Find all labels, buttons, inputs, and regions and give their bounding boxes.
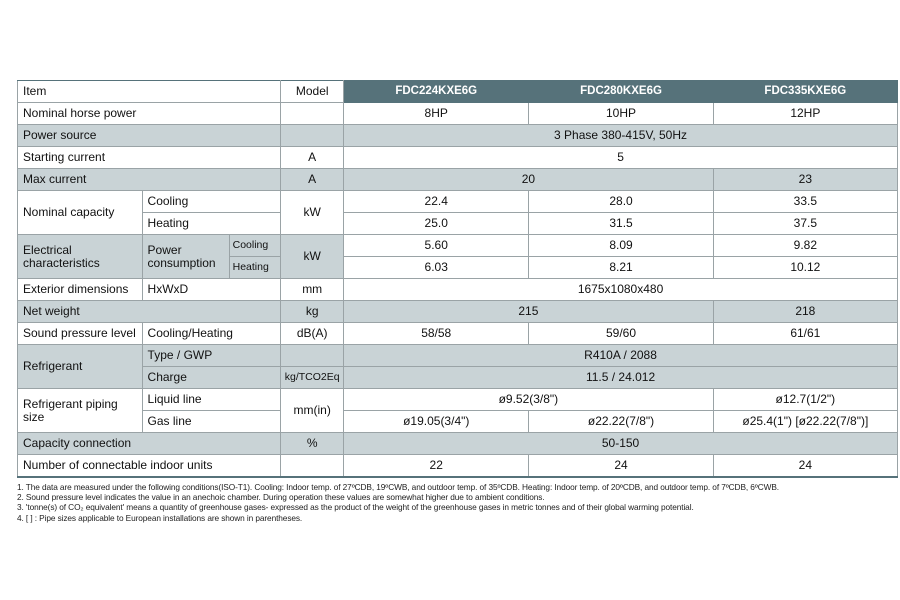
footnote: 1. The data are measured under the following conditions(ISO-T1). Cooling: Indoor temp. of 27ºCDB, 19ºCWB, and outdoor temp. of 35ºCDB. Heating: Indoor temp. of 20ºCDB, and outdoor temp. of 7ºCDB, 6ºCWB. <box>17 482 780 492</box>
row-sound-pressure <box>18 323 898 345</box>
value-cell: 23 <box>713 169 897 191</box>
sublabel-cooling: Cooling <box>142 191 281 213</box>
unit-refrigerant-charge: kg/TCO2Eq <box>281 367 344 389</box>
row-exterior-dimensions <box>18 279 898 301</box>
value-cell: ø19.05(3/4") <box>344 411 529 433</box>
spec-table <box>17 80 898 478</box>
row-connectable-units <box>18 455 898 478</box>
value-cell: 31.5 <box>529 213 713 235</box>
value-cell: 61/61 <box>713 323 897 345</box>
unit-net-weight: kg <box>281 301 344 323</box>
row-refrigerant-type <box>18 345 898 367</box>
unit-max-current: A <box>281 169 344 191</box>
unit-starting-current: A <box>281 147 344 169</box>
unit-connectable <box>281 455 344 478</box>
sublabel-liquid-line: Liquid line <box>142 389 281 411</box>
unit-electrical: kW <box>281 235 344 279</box>
value-cell: 5.60 <box>344 235 529 257</box>
row-refrigerant-charge <box>18 367 898 389</box>
unit-sound: dB(A) <box>281 323 344 345</box>
unit-capacity-connection: % <box>281 433 344 455</box>
unit-refrigerant-type <box>281 345 344 367</box>
value-cell: 59/60 <box>529 323 713 345</box>
value-cell: 58/58 <box>344 323 529 345</box>
row-capacity-connection <box>18 433 898 455</box>
sublabel-cooling-heating: Cooling/Heating <box>142 323 281 345</box>
row-nominal-capacity-heating <box>18 213 898 235</box>
value-cell: ø25.4(1") [ø22.22(7/8")] <box>713 411 897 433</box>
model-col-3: FDC335KXE6G <box>713 81 897 103</box>
sublabel-hxwxd: HxWxD <box>142 279 281 301</box>
label-max-current: Max current <box>18 169 281 191</box>
label-power-source: Power source <box>18 125 281 147</box>
label-electrical: Electrical characteristics <box>18 235 143 279</box>
value-cell: 33.5 <box>713 191 897 213</box>
label-capacity-connection: Capacity connection <box>18 433 281 455</box>
row-piping-gas <box>18 411 898 433</box>
value-cell: ø9.52(3/8") <box>344 389 714 411</box>
row-electrical-cooling <box>18 235 898 257</box>
value-cell: 25.0 <box>344 213 529 235</box>
value-cell: ø22.22(7/8") <box>529 411 713 433</box>
unit-nominal-hp <box>281 103 344 125</box>
label-piping: Refrigerant piping size <box>18 389 143 433</box>
value-cell: 8HP <box>344 103 529 125</box>
value-cell: 5 <box>344 147 898 169</box>
unit-power-source <box>281 125 344 147</box>
value-cell: 10.12 <box>713 257 897 279</box>
value-cell: 1675x1080x480 <box>344 279 898 301</box>
value-cell: 8.09 <box>529 235 713 257</box>
sublabel-gas-line: Gas line <box>142 411 281 433</box>
value-cell: 22.4 <box>344 191 529 213</box>
footnotes <box>17 482 887 523</box>
value-cell: R410A / 2088 <box>344 345 898 367</box>
value-cell: 10HP <box>529 103 713 125</box>
label-nominal-hp: Nominal horse power <box>18 103 281 125</box>
value-cell: 37.5 <box>713 213 897 235</box>
row-nominal-hp <box>18 103 898 125</box>
value-cell: 215 <box>344 301 714 323</box>
row-nominal-capacity-cooling <box>18 191 898 213</box>
model-col-1: FDC224KXE6G <box>344 81 529 103</box>
value-cell: ø12.7(1/2") <box>713 389 897 411</box>
row-net-weight <box>18 301 898 323</box>
sublabel-type-gwp: Type / GWP <box>142 345 281 367</box>
unit-exterior: mm <box>281 279 344 301</box>
label-exterior-dimensions: Exterior dimensions <box>18 279 143 301</box>
value-cell: 50-150 <box>344 433 898 455</box>
sublabel-heating: Heating <box>229 257 281 279</box>
header-row <box>18 81 898 103</box>
value-cell: 28.0 <box>529 191 713 213</box>
value-cell: 6.03 <box>344 257 529 279</box>
value-cell: 22 <box>344 455 529 478</box>
label-refrigerant: Refrigerant <box>18 345 143 389</box>
footnote: 4. [ ] : Pipe sizes applicable to European installations are shown in parentheses. <box>17 512 303 523</box>
sublabel-cooling: Cooling <box>229 235 281 257</box>
value-cell: 8.21 <box>529 257 713 279</box>
footnote: 3. 'tonne(s) of CO₂ equivalent' means a quantity of greenhouse gases- expressed as the product of the weight of the greenhouse gases in metric tonnes and of their global warming potential. <box>17 502 694 513</box>
row-max-current <box>18 169 898 191</box>
row-starting-current <box>18 147 898 169</box>
value-cell: 24 <box>529 455 713 478</box>
model-header: Model <box>281 81 344 103</box>
value-cell: 24 <box>713 455 897 478</box>
label-nominal-capacity: Nominal capacity <box>18 191 143 235</box>
unit-nominal-capacity: kW <box>281 191 344 235</box>
value-cell: 9.82 <box>713 235 897 257</box>
sublabel-charge: Charge <box>142 367 281 389</box>
model-col-2: FDC280KXE6G <box>529 81 713 103</box>
label-starting-current: Starting current <box>18 147 281 169</box>
sublabel-heating: Heating <box>142 213 281 235</box>
value-cell: 3 Phase 380-415V, 50Hz <box>344 125 898 147</box>
sublabel-power-consumption: Power consumption <box>142 235 229 279</box>
row-power-source <box>18 125 898 147</box>
value-cell: 12HP <box>713 103 897 125</box>
label-sound-pressure: Sound pressure level <box>18 323 143 345</box>
value-cell: 218 <box>713 301 897 323</box>
footnote: 2. Sound pressure level indicates the value in an anechoic chamber. During operation these values are somewhat higher due to ambient conditions. <box>17 492 545 503</box>
label-connectable-units: Number of connectable indoor units <box>18 455 281 478</box>
item-header: Item <box>18 81 281 103</box>
value-cell: 20 <box>344 169 714 191</box>
label-net-weight: Net weight <box>18 301 281 323</box>
value-cell: 11.5 / 24.012 <box>344 367 898 389</box>
row-piping-liquid <box>18 389 898 411</box>
unit-piping: mm(in) <box>281 389 344 433</box>
